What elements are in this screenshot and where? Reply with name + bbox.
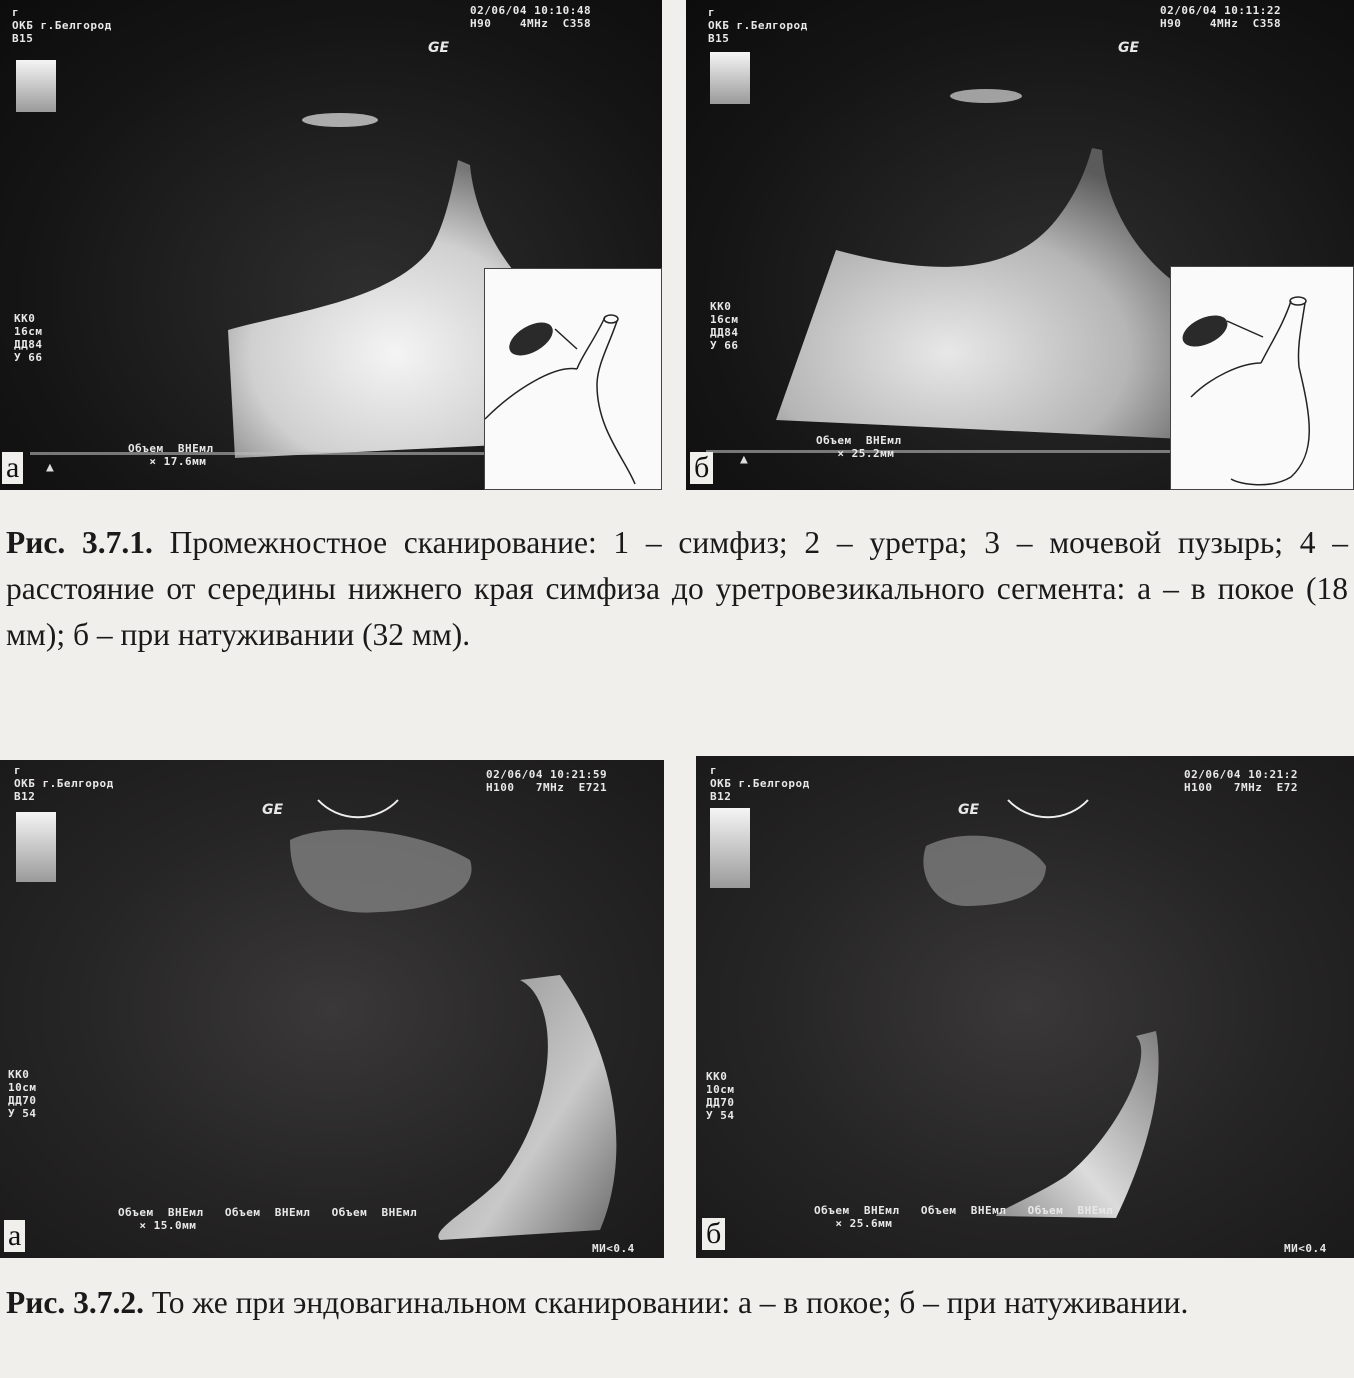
endovaginal-scan-image [0, 760, 664, 1258]
figure2-panel-b-ultrasound [696, 756, 1354, 1258]
endovaginal-scan-image [696, 756, 1354, 1258]
figure1-panel-b-ultrasound [686, 0, 1354, 490]
measurement-readout: Объем ВНЕмл × 17.6мм [128, 442, 214, 468]
gray-scale-bar [16, 60, 56, 112]
hospital-label: г ОКБ г.Белгород В12 [710, 764, 810, 803]
figure1-panel-a-ultrasound [0, 0, 662, 490]
figure1-caption [6, 520, 1348, 658]
gray-scale-bar [710, 52, 750, 104]
datetime-label: 02/06/04 10:10:48 Н90 4MHz С358 [470, 4, 592, 30]
scan-parameters: КК0 10см ДД70 У 54 [8, 1068, 37, 1120]
triangle-marker-icon: ▲ [740, 452, 748, 467]
figure2-caption [6, 1280, 1348, 1326]
ge-logo: GE [428, 40, 450, 56]
figure2-caption-text: То же при эндовагинальном сканировании: а – в покое; б – при натуживании. [144, 1285, 1189, 1320]
scan-parameters: КК0 10см ДД70 У 54 [706, 1070, 735, 1122]
hospital-label: г ОКБ г.Белгород В12 [14, 764, 114, 803]
panel-letter-b: б [690, 452, 713, 484]
datetime-label: 02/06/04 10:11:22 Н90 4MHz С358 [1160, 4, 1282, 30]
figure2-panel-a-ultrasound [0, 760, 664, 1258]
hospital-label: г ОКБ г.Белгород В15 [708, 6, 808, 45]
figure1-caption-label: Рис. 3.7.1. [6, 525, 153, 560]
measurement-readout: Объем ВНЕмл × 25.2мм [816, 434, 902, 460]
schematic-inset [1170, 266, 1354, 490]
mechanical-index: МИ<0.4 [592, 1242, 635, 1255]
gray-scale-bar [16, 812, 56, 882]
scan-parameters: КК0 16см ДД84 У 66 [14, 312, 43, 364]
ge-logo: GE [262, 802, 284, 818]
datetime-label: 02/06/04 10:21:2 Н100 7MHz Е72 [1184, 768, 1298, 794]
panel-letter-b: б [702, 1218, 725, 1250]
panel-letter-a: а [4, 1220, 25, 1252]
scan-parameters: КК0 16см ДД84 У 66 [710, 300, 739, 352]
schematic-inset [484, 268, 662, 490]
mechanical-index: МИ<0.4 [1284, 1242, 1327, 1255]
datetime-label: 02/06/04 10:21:59 Н100 7MHz Е721 [486, 768, 608, 794]
measurement-readout: Объем ВНЕмл Объем ВНЕмл Объем ВНЕмл × 25.6мм [814, 1204, 1114, 1230]
ge-logo: GE [958, 802, 980, 818]
gray-scale-bar [710, 808, 750, 888]
figure2-caption-label: Рис. 3.7.2. [6, 1285, 144, 1320]
figure1-caption-text: Промежностное сканирование: 1 – симфиз; 2 – уретра; 3 – мочевой пузырь; 4 – расстояние от середины нижнего края симфиза до уретровезикального сегмента: а – в покое (18 мм); б – при натуживании (32 мм). [6, 525, 1348, 652]
measurement-readout: Объем ВНЕмл Объем ВНЕмл Объем ВНЕмл × 15.0мм [118, 1206, 418, 1232]
triangle-marker-icon: ▲ [46, 460, 54, 475]
panel-letter-a: а [2, 452, 23, 484]
ge-logo: GE [1118, 40, 1140, 56]
hospital-label: г ОКБ г.Белгород В15 [12, 6, 112, 45]
